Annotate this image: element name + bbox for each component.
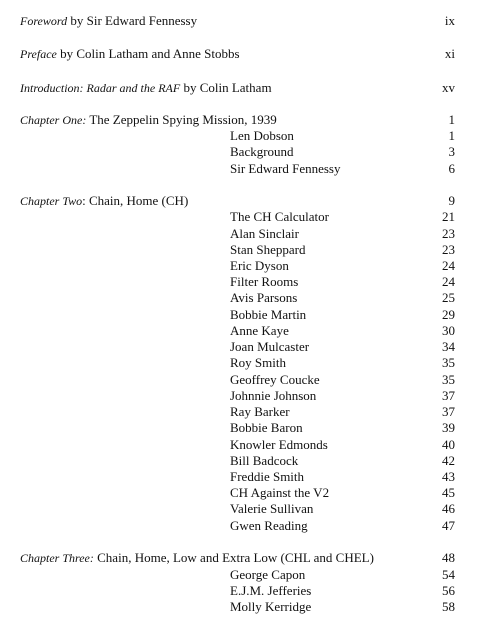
toc-subentry-label: Knowler Edmonds: [230, 437, 328, 452]
toc-entry-label: [20, 45, 240, 63]
toc-subentry-label: Sir Edward Fennessy: [230, 161, 341, 176]
toc-subentry: [0, 322, 481, 339]
toc-subentry-label: Alan Sinclair: [230, 226, 299, 241]
toc-subentry-label: Ray Barker: [230, 404, 290, 419]
toc-preface: [0, 45, 481, 62]
toc-page-number: 47: [442, 518, 455, 533]
toc-subentry-label: Gwen Reading: [230, 518, 308, 533]
toc-page-number: 29: [442, 307, 455, 322]
toc-page-number: 23: [442, 242, 455, 257]
toc-subentry-label: Filter Rooms: [230, 274, 299, 289]
toc-subentry: [0, 517, 481, 534]
toc-page-number: 24: [442, 258, 455, 273]
toc-subentry: [0, 582, 481, 599]
toc-subentry: [0, 241, 481, 258]
toc-subentry-label: Len Dobson: [230, 128, 294, 143]
toc-page-number: 43: [442, 469, 455, 484]
toc-subentry: [0, 566, 481, 583]
toc-entry-rest: Chain, Home, Low and Extra Low (CHL and CHEL): [93, 550, 374, 565]
toc-subentry-label: E.J.M. Jefferies: [230, 583, 312, 598]
toc-entry-italic: Preface: [20, 47, 57, 61]
toc-subentry: [0, 452, 481, 469]
toc-page-number: 48: [442, 550, 455, 565]
toc-page-number: xi: [444, 46, 455, 61]
toc-entry-italic: Chapter One:: [20, 113, 87, 127]
toc-page-number: 1: [448, 112, 455, 127]
toc-subentry: [0, 143, 481, 160]
toc-page-number: 45: [442, 485, 455, 500]
toc-subentry-label: Valerie Sullivan: [230, 501, 314, 516]
toc-subentry: [0, 598, 481, 615]
toc-subentry-label: Roy Smith: [230, 355, 286, 370]
toc-foreword: [0, 12, 481, 29]
toc-page-number: 34: [442, 339, 455, 354]
toc-entry-label: [20, 12, 197, 30]
toc-entry-rest: The Zeppelin Spying Mission, 1939: [86, 112, 277, 127]
toc-subentry-label: CH Against the V2: [230, 485, 330, 500]
toc-page-number: 23: [442, 226, 455, 241]
toc-subentry: [0, 484, 481, 501]
toc-page-number: 39: [442, 420, 455, 435]
toc-subentry-label: Molly Kerridge: [230, 599, 312, 614]
toc-subentry-label: Geoffrey Coucke: [230, 372, 320, 387]
toc-page-number: 30: [442, 323, 455, 338]
toc-page-number: 40: [442, 437, 455, 452]
toc-page-number: 56: [442, 583, 455, 598]
toc-subentry: [0, 127, 481, 144]
toc-entry-rest: by Colin Latham: [180, 80, 272, 95]
toc-page-number: 24: [442, 274, 455, 289]
toc-subentry: [0, 468, 481, 485]
toc-subentry: [0, 371, 481, 388]
toc-entry-rest: by Sir Edward Fennessy: [67, 13, 198, 28]
toc-page-number: 21: [442, 209, 455, 224]
toc-subentry: [0, 160, 481, 177]
toc-subentry: [0, 403, 481, 420]
toc-subentry: [0, 257, 481, 274]
toc-page-number: 37: [442, 388, 455, 403]
toc-subentry-label: The CH Calculator: [230, 209, 329, 224]
toc-entry-label: [20, 549, 374, 567]
toc-subentry: [0, 225, 481, 242]
toc-chapter-two: [0, 192, 481, 209]
toc-page-number: 1: [448, 128, 455, 143]
toc-subentry-label: Bobbie Baron: [230, 420, 303, 435]
toc-chapter-one: [0, 111, 481, 128]
toc-entry-italic: Foreword: [20, 14, 68, 28]
toc-subentry-label: Bill Badcock: [230, 453, 299, 468]
toc-introduction: [0, 79, 481, 96]
toc-page-number: 6: [448, 161, 455, 176]
toc-entry-rest: : Chain, Home (CH): [82, 193, 189, 208]
toc-entry-italic: Chapter Two: [20, 194, 83, 208]
toc-subentry: [0, 387, 481, 404]
toc-entry-italic: Introduction: Radar and the RAF: [20, 81, 181, 95]
toc-page-number: 58: [442, 599, 455, 614]
toc-subentry-label: Stan Sheppard: [230, 242, 306, 257]
toc-subentry-label: Anne Kaye: [230, 323, 289, 338]
toc-page-number: xv: [442, 80, 455, 95]
toc-subentry: [0, 289, 481, 306]
toc-subentry: [0, 354, 481, 371]
toc-page-number: 25: [442, 290, 455, 305]
toc-subentry: [0, 306, 481, 323]
toc-entry-rest: by Colin Latham and Anne Stobbs: [56, 46, 240, 61]
toc-entry-italic: Chapter Three:: [20, 551, 94, 565]
toc-subentry: [0, 419, 481, 436]
toc-subentry-label: Freddie Smith: [230, 469, 305, 484]
toc-subentry-label: Bobbie Martin: [230, 307, 307, 322]
toc-subentry-label: Joan Mulcaster: [230, 339, 310, 354]
toc-page-number: 46: [442, 501, 455, 516]
toc-page-number: 35: [442, 355, 455, 370]
toc-subentry-label: George Capon: [230, 567, 306, 582]
toc-subentry: [0, 436, 481, 453]
toc-entry-label: [20, 79, 272, 97]
toc-subentry-label: Johnnie Johnson: [230, 388, 317, 403]
toc-subentry-label: Background: [230, 144, 294, 159]
toc-subentry: [0, 273, 481, 290]
toc-page-number: 35: [442, 372, 455, 387]
toc-page-number: 42: [442, 453, 455, 468]
toc-page-number: 54: [442, 567, 455, 582]
toc-subentry: [0, 208, 481, 225]
toc-page-number: 3: [448, 144, 455, 159]
toc-page-number: 9: [448, 193, 455, 208]
toc-subentry: [0, 338, 481, 355]
toc-page-number: ix: [444, 13, 455, 28]
toc-subentry-label: Avis Parsons: [230, 290, 298, 305]
toc-page-number: 37: [442, 404, 455, 419]
toc-subentry-label: Eric Dyson: [230, 258, 289, 273]
toc-chapter-three: [0, 549, 481, 566]
toc-subentry: [0, 500, 481, 517]
